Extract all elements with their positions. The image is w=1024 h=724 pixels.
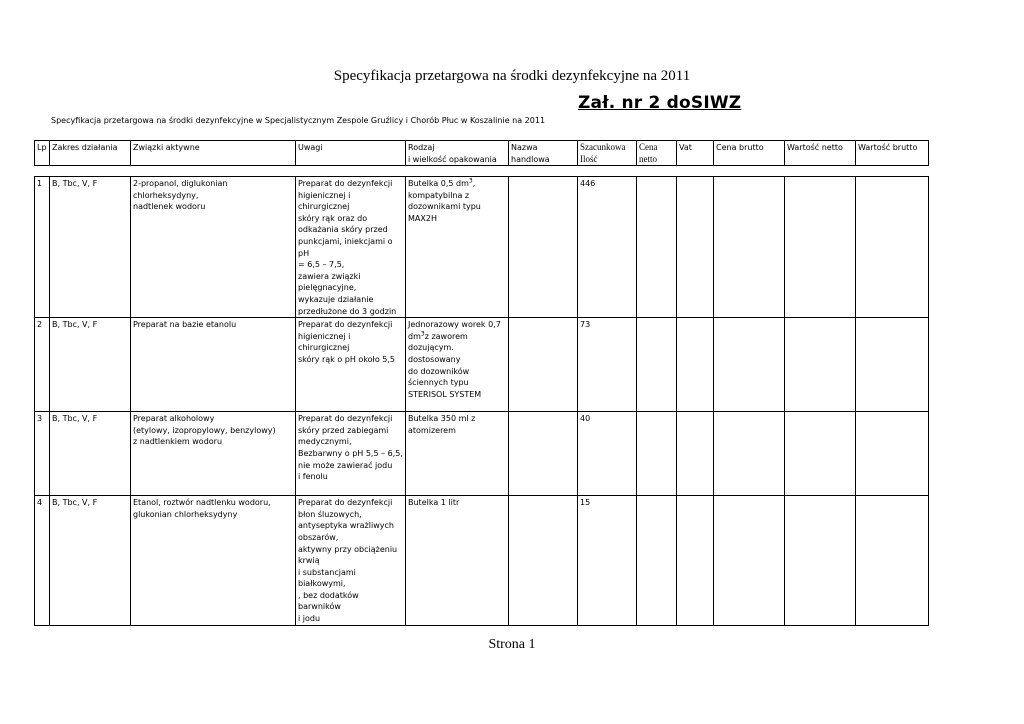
table-row xyxy=(35,177,929,318)
cell-vat xyxy=(677,412,714,496)
header-nazwa: Nazwa handlowa xyxy=(509,141,578,166)
table-header xyxy=(34,140,929,166)
rodzaj-text: Jednorazowy worek 0,7 dm xyxy=(408,320,501,341)
cell-uwagi: Preparat do dezynfekcji skóry przed zabiegami medycznymi, Bezbarwny o pH 5,5 – 6,5, nie może zawierać jodu i fenolu xyxy=(296,412,406,496)
cell-nazwa xyxy=(509,412,578,496)
cell-zakres: B, Tbc, V, F xyxy=(50,318,131,412)
page-number: Strona 1 xyxy=(488,637,536,652)
cell-zakres: B, Tbc, V, F xyxy=(50,412,131,496)
cell-vat xyxy=(677,496,714,626)
header-row xyxy=(35,141,929,166)
cell-uwagi: Preparat do dezynfekcji higienicznej i chirurgicznej skóry rąk o pH około 5,5 xyxy=(296,318,406,412)
header-cena: Cena netto xyxy=(637,141,677,166)
table-row xyxy=(35,412,929,496)
table-row xyxy=(35,318,929,412)
cell-zwiazki: Preparat na bazie etanolu xyxy=(131,318,296,412)
cell-zakres: B, Tbc, V, F xyxy=(50,496,131,626)
cell-wartosc-netto xyxy=(785,318,856,412)
cell-rodzaj xyxy=(406,412,509,496)
cell-rodzaj xyxy=(406,177,509,318)
header-rodzaj: Rodzaj i wielkość opakowania xyxy=(406,141,509,166)
rodzaj-text-rest: z zaworem dozującym. dostosowany do dozowników ściennych typu STERISOL SYSTEM xyxy=(408,331,482,399)
table-body xyxy=(34,176,929,626)
cell-zwiazki: 2-propanol, diglukonian chlorheksydyny, nadtlenek wodoru xyxy=(131,177,296,318)
rodzaj-text: Butelka 0,5 dm xyxy=(408,179,469,188)
cell-wartosc-brutto xyxy=(856,318,929,412)
header-wartosc-netto: Wartość netto xyxy=(785,141,856,166)
cell-lp: 2 xyxy=(35,318,50,412)
rodzaj-text: Butelka 1 litr xyxy=(408,498,460,508)
cell-ilosc: 40 xyxy=(578,412,637,496)
cell-zwiazki: Etanol, roztwór nadtlenku wodoru, glukonian chlorheksydyny xyxy=(131,496,296,626)
cell-ilosc: 15 xyxy=(578,496,637,626)
cell-wartosc-brutto xyxy=(856,412,929,496)
cell-lp: 4 xyxy=(35,496,50,626)
cell-zakres: B, Tbc, V, F xyxy=(50,177,131,318)
cell-cena xyxy=(637,412,677,496)
header-vat: Vat xyxy=(677,141,714,166)
table-row xyxy=(35,496,929,626)
cell-lp: 1 xyxy=(35,177,50,318)
cell-wartosc-brutto xyxy=(856,496,929,626)
rodzaj-superscript: 3 xyxy=(468,177,473,185)
cell-uwagi: Preparat do dezynfekcji błon śluzowych, antyseptyka wrażliwych obszarów, aktywny przy obciążeniu krwią i substancjami białkowymi, , bez dodatków barwników i jodu xyxy=(296,496,406,626)
header-cena-brutto: Cena brutto xyxy=(714,141,785,166)
cell-wartosc-netto xyxy=(785,177,856,318)
cell-ilosc: 73 xyxy=(578,318,637,412)
cell-nazwa xyxy=(509,496,578,626)
cell-rodzaj xyxy=(406,318,509,412)
rodzaj-text: Butelka 350 ml z atomizerem xyxy=(408,414,476,435)
cell-ilosc: 446 xyxy=(578,177,637,318)
header-wartosc-brutto: Wartość brutto xyxy=(856,141,929,166)
cell-zwiazki: Preparat alkoholowy (etylowy, izopropylowy, benzylowy) z nadtlenkiem wodoru xyxy=(131,412,296,496)
cell-wartosc-netto xyxy=(785,412,856,496)
cell-cena-brutto xyxy=(714,496,785,626)
header-uwagi: Uwagi xyxy=(296,141,406,166)
cell-cena xyxy=(637,496,677,626)
cell-lp: 3 xyxy=(35,412,50,496)
cell-cena-brutto xyxy=(714,177,785,318)
cell-nazwa xyxy=(509,318,578,412)
header-zwiazki: Związki aktywne xyxy=(131,141,296,166)
cell-nazwa xyxy=(509,177,578,318)
attachment-label: Zał. nr 2 doSIWZ xyxy=(578,93,742,113)
cell-vat xyxy=(677,177,714,318)
header-zakres: Zakres działania xyxy=(50,141,131,166)
cell-cena-brutto xyxy=(714,318,785,412)
cell-uwagi: Preparat do dezynfekcji higienicznej i chirurgicznej skóry rąk oraz do odkażania skóry przed punkcjami, iniekcjami o pH = 6,5 – 7,5, zawiera związki pielęgnacyjne, wykazuje działanie przedłużone do 3 godzin xyxy=(296,177,406,318)
rodzaj-text-rest: , kompatybilna z dozownikami typu MAX2H xyxy=(408,179,481,223)
document-subtitle: Specyfikacja przetargowa na środki dezynfekcyjne w Specjalistycznym Zespole Gruźlicy i Chorób Płuc w Koszalinie na 2011 xyxy=(51,116,546,125)
rodzaj-superscript: 3 xyxy=(420,330,425,338)
cell-cena xyxy=(637,177,677,318)
cell-vat xyxy=(677,318,714,412)
header-ilosc: Szacunkowa Ilość xyxy=(578,141,637,166)
cell-cena-brutto xyxy=(714,412,785,496)
cell-wartosc-netto xyxy=(785,496,856,626)
cell-cena xyxy=(637,318,677,412)
cell-wartosc-brutto xyxy=(856,177,929,318)
document-title: Specyfikacja przetargowa na środki dezynfekcyjne na 2011 xyxy=(333,68,691,84)
header-lp: Lp xyxy=(35,141,50,166)
cell-rodzaj xyxy=(406,496,509,626)
